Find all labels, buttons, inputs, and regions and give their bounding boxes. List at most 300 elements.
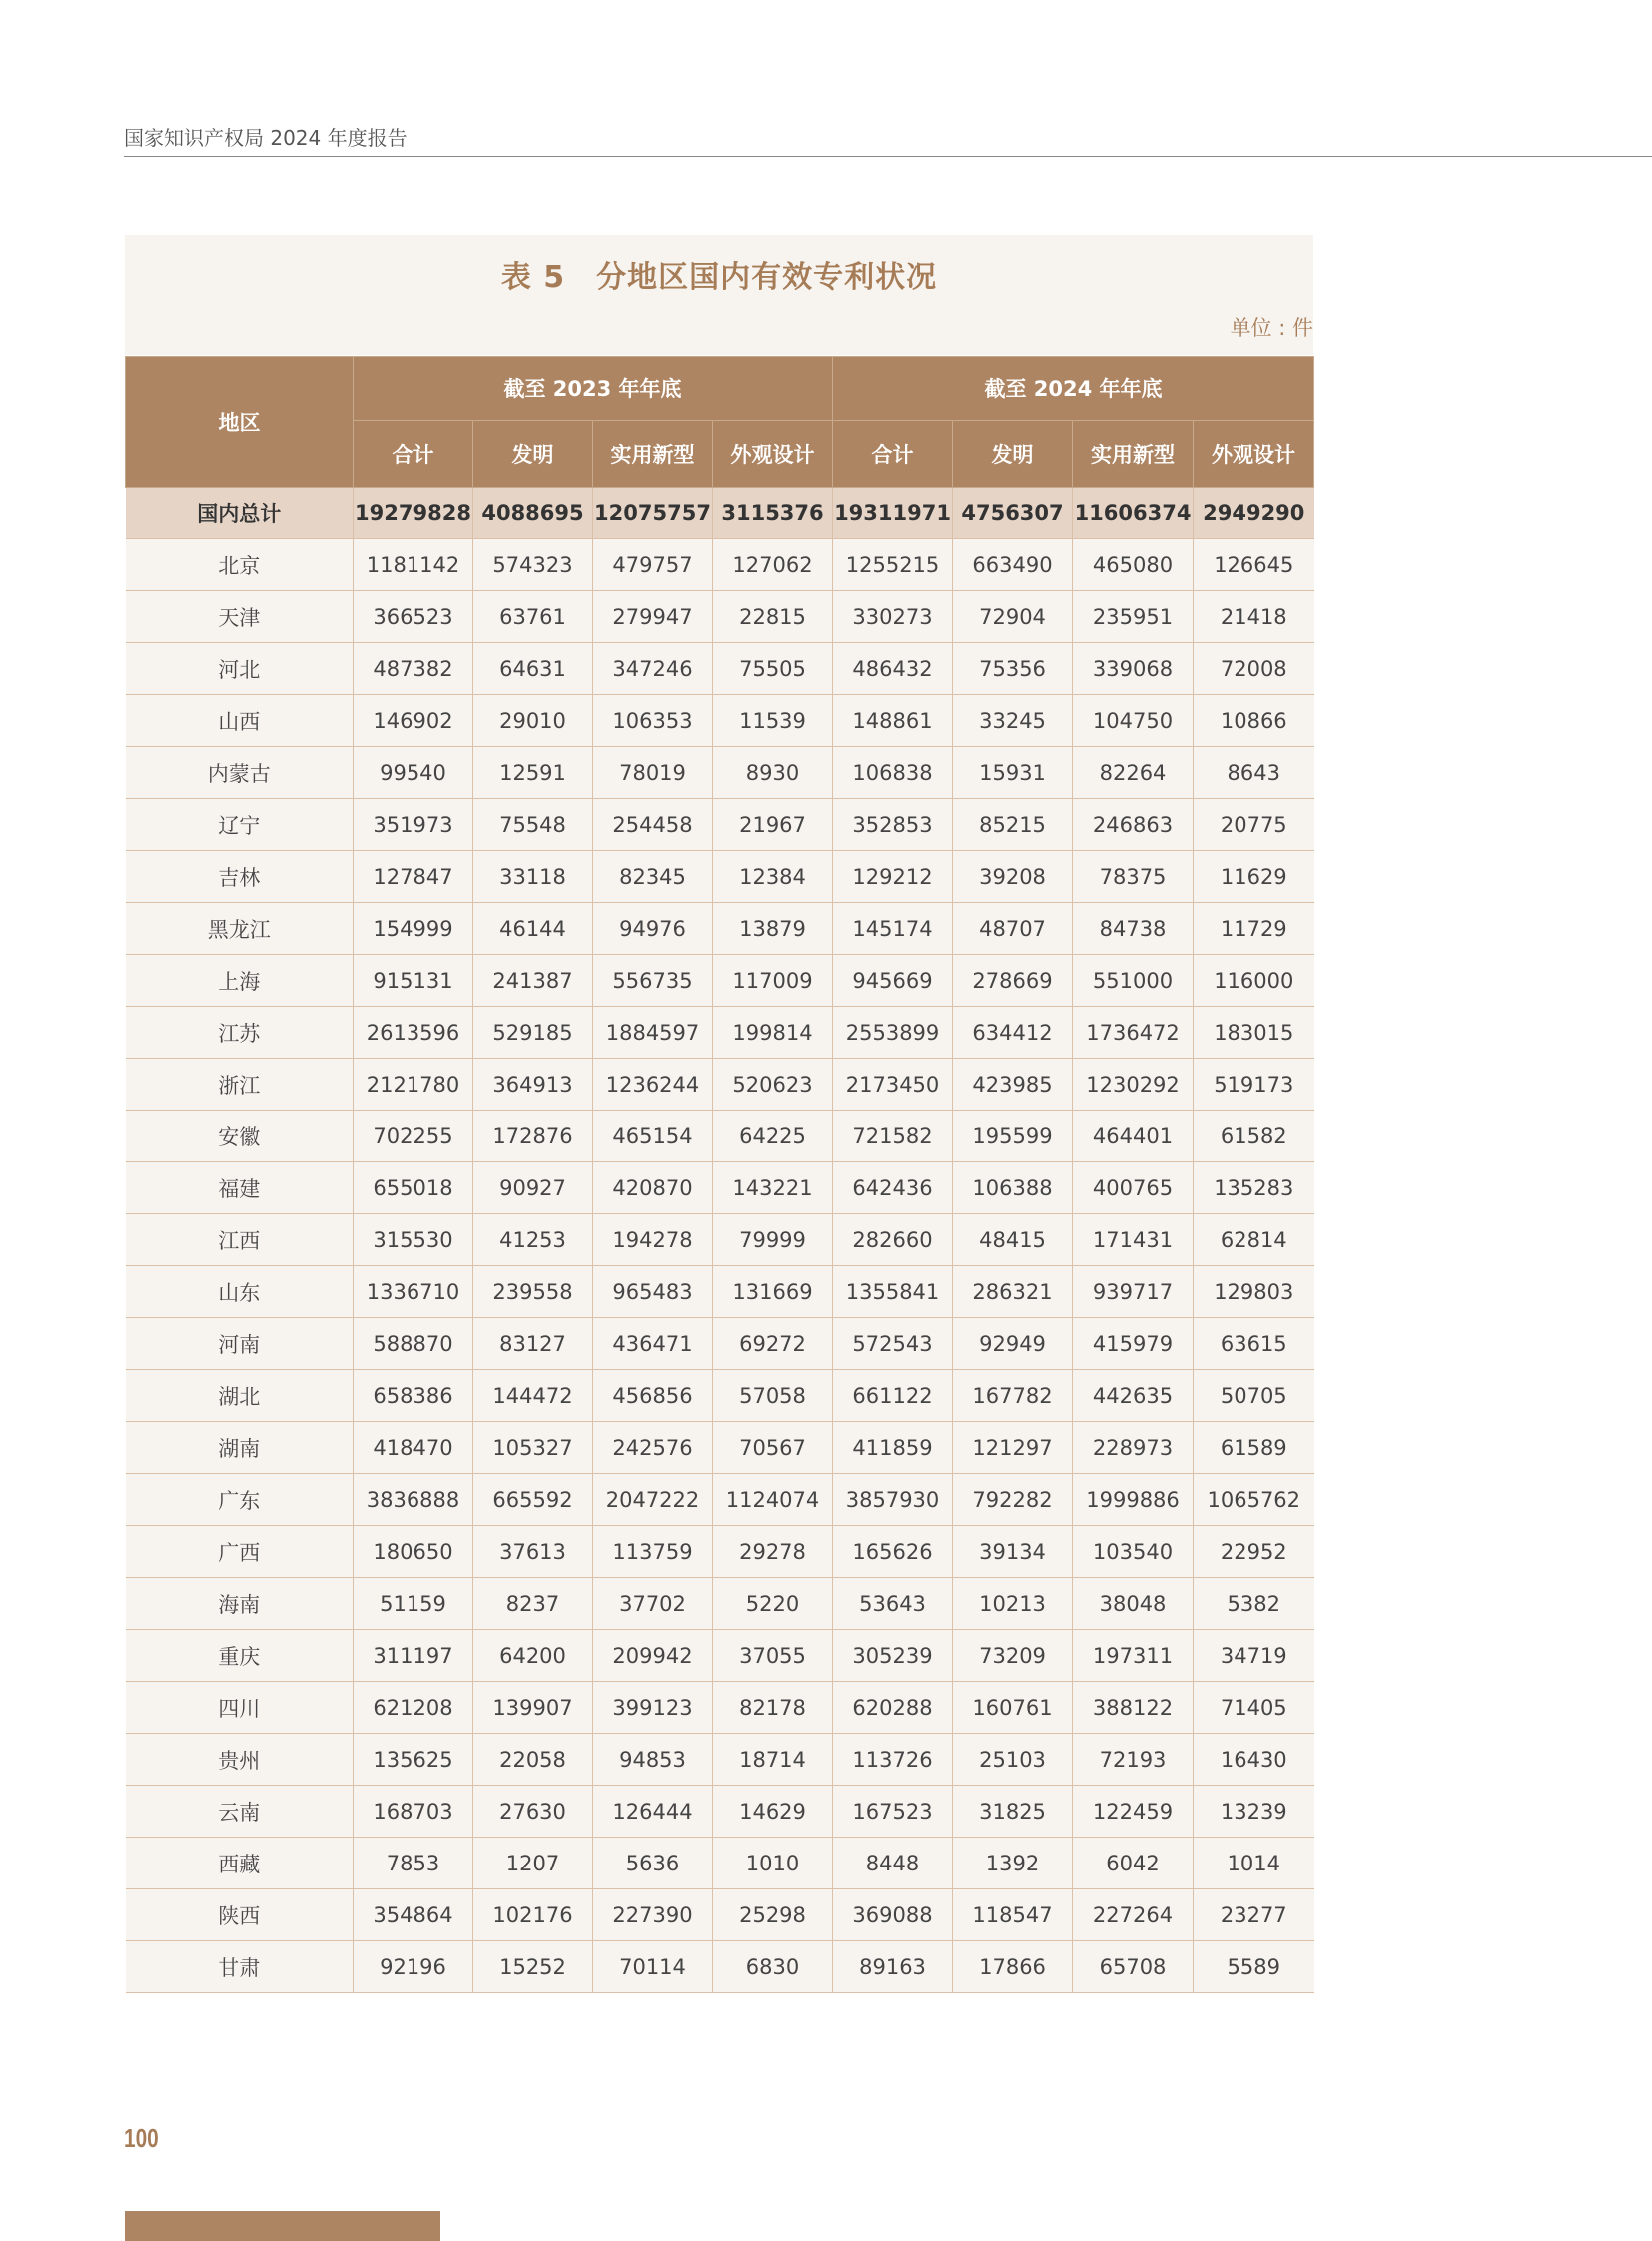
table-cell: 400765: [1073, 1162, 1194, 1214]
table-cell: 29010: [473, 695, 593, 747]
table-cell: 71405: [1194, 1682, 1314, 1734]
region-name-cell: 河南: [126, 1318, 354, 1370]
table-cell: 63615: [1194, 1318, 1314, 1370]
table-cell: 70567: [713, 1422, 833, 1474]
table-cell: 168703: [354, 1786, 473, 1838]
table-cell: 38048: [1073, 1578, 1194, 1630]
table-cell: 8643: [1194, 747, 1314, 799]
table-cell: 6042: [1073, 1838, 1194, 1889]
table-cell: 27630: [473, 1786, 593, 1838]
table-cell: 37055: [713, 1630, 833, 1682]
table-cell: 33118: [473, 851, 593, 903]
table-cell: 167782: [953, 1370, 1073, 1422]
table-cell: 94853: [593, 1734, 713, 1786]
table-cell: 154999: [354, 903, 473, 955]
table-cell: 18714: [713, 1734, 833, 1786]
table-cell: 1207: [473, 1838, 593, 1889]
table-row: [126, 1266, 1314, 1318]
table-cell: 72193: [1073, 1734, 1194, 1786]
table-cell: 135625: [354, 1734, 473, 1786]
table-cell: 366523: [354, 591, 473, 643]
table-cell: 146902: [354, 695, 473, 747]
table-cell: 655018: [354, 1162, 473, 1214]
table-cell: 106388: [953, 1162, 1073, 1214]
table-cell: 19311971: [833, 488, 953, 539]
running-header: 国家知识产权局 2024 年度报告: [124, 126, 408, 150]
region-name-cell: 湖北: [126, 1370, 354, 1422]
table-cell: 8930: [713, 747, 833, 799]
table-cell: 171431: [1073, 1214, 1194, 1266]
table-cell: 106838: [833, 747, 953, 799]
patent-table: [125, 356, 1314, 1993]
table-cell: 65708: [1073, 1941, 1194, 1993]
table-cell: 25298: [713, 1889, 833, 1941]
table-cell: 126444: [593, 1786, 713, 1838]
table-cell: 1255215: [833, 539, 953, 591]
table-cell: 246863: [1073, 799, 1194, 851]
sub-header-design-2024: 外观设计: [1194, 421, 1314, 488]
table-row: [126, 1889, 1314, 1941]
sub-header-invention-2023: 发明: [473, 421, 593, 488]
table-cell: 172876: [473, 1111, 593, 1162]
table-cell: 106353: [593, 695, 713, 747]
table-cell: 31825: [953, 1786, 1073, 1838]
table-cell: 572543: [833, 1318, 953, 1370]
table-cell: 465154: [593, 1111, 713, 1162]
table-cell: 235951: [1073, 591, 1194, 643]
table-row: [126, 539, 1314, 591]
table-cell: 5220: [713, 1578, 833, 1630]
region-name-cell: 山东: [126, 1266, 354, 1318]
table-cell: 64631: [473, 643, 593, 695]
table-cell: 197311: [1073, 1630, 1194, 1682]
table-cell: 792282: [953, 1474, 1073, 1526]
table-cell: 64200: [473, 1630, 593, 1682]
table-cell: 25103: [953, 1734, 1073, 1786]
table-cell: 278669: [953, 955, 1073, 1007]
table-cell: 21967: [713, 799, 833, 851]
table-cell: 658386: [354, 1370, 473, 1422]
table-cell: 167523: [833, 1786, 953, 1838]
sub-header-design-2023: 外观设计: [713, 421, 833, 488]
table-cell: 1884597: [593, 1007, 713, 1059]
table-cell: 1181142: [354, 539, 473, 591]
table-cell: 92196: [354, 1941, 473, 1993]
table-cell: 57058: [713, 1370, 833, 1422]
table-cell: 127847: [354, 851, 473, 903]
footer-bar: [125, 2211, 440, 2241]
table-cell: 20775: [1194, 799, 1314, 851]
table-row: [126, 1734, 1314, 1786]
table-cell: 529185: [473, 1007, 593, 1059]
table-cell: 486432: [833, 643, 953, 695]
table-cell: 228973: [1073, 1422, 1194, 1474]
table-cell: 129212: [833, 851, 953, 903]
table-cell: 418470: [354, 1422, 473, 1474]
table-cell: 5589: [1194, 1941, 1314, 1993]
region-name-cell: 内蒙古: [126, 747, 354, 799]
table-cell: 126645: [1194, 539, 1314, 591]
header-rule: [124, 156, 1652, 157]
table-row: [126, 955, 1314, 1007]
table-cell: 227264: [1073, 1889, 1194, 1941]
table-cell: 364913: [473, 1059, 593, 1111]
region-name-cell: 吉林: [126, 851, 354, 903]
table-cell: 82264: [1073, 747, 1194, 799]
table-cell: 282660: [833, 1214, 953, 1266]
table-cell: 8237: [473, 1578, 593, 1630]
total-row-label: 国内总计: [126, 488, 354, 539]
table-cell: 621208: [354, 1682, 473, 1734]
total-row: [126, 488, 1314, 539]
table-cell: 41253: [473, 1214, 593, 1266]
table-cell: 118547: [953, 1889, 1073, 1941]
region-name-cell: 辽宁: [126, 799, 354, 851]
table-row: [126, 799, 1314, 851]
table-cell: 39208: [953, 851, 1073, 903]
table-body: [126, 488, 1314, 1993]
table-cell: 46144: [473, 903, 593, 955]
table-cell: 479757: [593, 539, 713, 591]
table-cell: 69272: [713, 1318, 833, 1370]
table-cell: 315530: [354, 1214, 473, 1266]
table-cell: 11606374: [1073, 488, 1194, 539]
table-cell: 117009: [713, 955, 833, 1007]
table-cell: 239558: [473, 1266, 593, 1318]
table-cell: 663490: [953, 539, 1073, 591]
table-cell: 145174: [833, 903, 953, 955]
table-cell: 352853: [833, 799, 953, 851]
period-header-2024: 截至 2024 年年底: [833, 357, 1314, 421]
table-cell: 29278: [713, 1526, 833, 1578]
table-cell: 1392: [953, 1838, 1073, 1889]
table-cell: 122459: [1073, 1786, 1194, 1838]
table-cell: 194278: [593, 1214, 713, 1266]
region-name-cell: 重庆: [126, 1630, 354, 1682]
table-title: 表 5 分地区国内有效专利状况: [500, 260, 938, 295]
region-name-cell: 河北: [126, 643, 354, 695]
table-cell: 330273: [833, 591, 953, 643]
table-cell: 661122: [833, 1370, 953, 1422]
table-cell: 227390: [593, 1889, 713, 1941]
table-cell: 420870: [593, 1162, 713, 1214]
table-cell: 965483: [593, 1266, 713, 1318]
table-cell: 241387: [473, 955, 593, 1007]
region-name-cell: 江西: [126, 1214, 354, 1266]
table-cell: 13239: [1194, 1786, 1314, 1838]
table-cell: 423985: [953, 1059, 1073, 1111]
table-cell: 2121780: [354, 1059, 473, 1111]
table-cell: 465080: [1073, 539, 1194, 591]
region-name-cell: 安徽: [126, 1111, 354, 1162]
table-cell: 116000: [1194, 955, 1314, 1007]
table-cell: 1336710: [354, 1266, 473, 1318]
table-cell: 83127: [473, 1318, 593, 1370]
table-row: [126, 1630, 1314, 1682]
region-name-cell: 贵州: [126, 1734, 354, 1786]
table-cell: 11539: [713, 695, 833, 747]
table-cell: 23277: [1194, 1889, 1314, 1941]
sub-header-utility-model-2024: 实用新型: [1073, 421, 1194, 488]
region-name-cell: 广东: [126, 1474, 354, 1526]
table-cell: 3115376: [713, 488, 833, 539]
region-name-cell: 西藏: [126, 1838, 354, 1889]
table-cell: 6830: [713, 1941, 833, 1993]
table-cell: 135283: [1194, 1162, 1314, 1214]
table-row: [126, 1370, 1314, 1422]
table-cell: 48707: [953, 903, 1073, 955]
table-cell: 2949290: [1194, 488, 1314, 539]
table-cell: 354864: [354, 1889, 473, 1941]
table-row: [126, 1007, 1314, 1059]
table-cell: 144472: [473, 1370, 593, 1422]
table-cell: 634412: [953, 1007, 1073, 1059]
table-cell: 8448: [833, 1838, 953, 1889]
table-cell: 53643: [833, 1578, 953, 1630]
table-cell: 34719: [1194, 1630, 1314, 1682]
table-cell: 121297: [953, 1422, 1073, 1474]
table-cell: 702255: [354, 1111, 473, 1162]
region-name-cell: 甘肃: [126, 1941, 354, 1993]
table-cell: 286321: [953, 1266, 1073, 1318]
table-cell: 139907: [473, 1682, 593, 1734]
region-name-cell: 上海: [126, 955, 354, 1007]
table-cell: 721582: [833, 1111, 953, 1162]
table-cell: 12384: [713, 851, 833, 903]
table-cell: 1236244: [593, 1059, 713, 1111]
table-cell: 22815: [713, 591, 833, 643]
table-cell: 143221: [713, 1162, 833, 1214]
table-cell: 37613: [473, 1526, 593, 1578]
table-cell: 388122: [1073, 1682, 1194, 1734]
table-cell: 209942: [593, 1630, 713, 1682]
table-cell: 3857930: [833, 1474, 953, 1526]
sub-header-total-2023: 合计: [354, 421, 473, 488]
table-row: [126, 1162, 1314, 1214]
table-cell: 620288: [833, 1682, 953, 1734]
region-name-cell: 天津: [126, 591, 354, 643]
table-cell: 642436: [833, 1162, 953, 1214]
table-cell: 442635: [1073, 1370, 1194, 1422]
table-cell: 75356: [953, 643, 1073, 695]
sub-header-utility-model-2023: 实用新型: [593, 421, 713, 488]
region-name-cell: 黑龙江: [126, 903, 354, 955]
region-name-cell: 云南: [126, 1786, 354, 1838]
region-name-cell: 广西: [126, 1526, 354, 1578]
table-cell: 939717: [1073, 1266, 1194, 1318]
table-cell: 160761: [953, 1682, 1073, 1734]
table-cell: 199814: [713, 1007, 833, 1059]
table-cell: 85215: [953, 799, 1073, 851]
table-cell: 1999886: [1073, 1474, 1194, 1526]
table-cell: 39134: [953, 1526, 1073, 1578]
region-name-cell: 江苏: [126, 1007, 354, 1059]
table-cell: 183015: [1194, 1007, 1314, 1059]
table-cell: 33245: [953, 695, 1073, 747]
table-cell: 242576: [593, 1422, 713, 1474]
table-cell: 102176: [473, 1889, 593, 1941]
table-row: [126, 1318, 1314, 1370]
table-cell: 399123: [593, 1682, 713, 1734]
table-cell: 37702: [593, 1578, 713, 1630]
table-cell: 105327: [473, 1422, 593, 1474]
table-cell: 1230292: [1073, 1059, 1194, 1111]
table-cell: 180650: [354, 1526, 473, 1578]
table-cell: 1736472: [1073, 1007, 1194, 1059]
table-cell: 72904: [953, 591, 1073, 643]
table-cell: 165626: [833, 1526, 953, 1578]
table-cell: 62814: [1194, 1214, 1314, 1266]
table-row: [126, 851, 1314, 903]
table-cell: 61589: [1194, 1422, 1314, 1474]
table-cell: 5636: [593, 1838, 713, 1889]
table-cell: 5382: [1194, 1578, 1314, 1630]
sub-header-invention-2024: 发明: [953, 421, 1073, 488]
table-cell: 1355841: [833, 1266, 953, 1318]
table-cell: 2047222: [593, 1474, 713, 1526]
table-cell: 305239: [833, 1630, 953, 1682]
table-row: [126, 1474, 1314, 1526]
region-name-cell: 浙江: [126, 1059, 354, 1111]
table-cell: 15931: [953, 747, 1073, 799]
table-cell: 50705: [1194, 1370, 1314, 1422]
table-cell: 75548: [473, 799, 593, 851]
table-cell: 7853: [354, 1838, 473, 1889]
table-cell: 519173: [1194, 1059, 1314, 1111]
table-cell: 79999: [713, 1214, 833, 1266]
table-cell: 64225: [713, 1111, 833, 1162]
table-cell: 4756307: [953, 488, 1073, 539]
table-cell: 12591: [473, 747, 593, 799]
table-cell: 70114: [593, 1941, 713, 1993]
table-cell: 520623: [713, 1059, 833, 1111]
table-cell: 78019: [593, 747, 713, 799]
table-row: [126, 1214, 1314, 1266]
table-cell: 63761: [473, 591, 593, 643]
table-cell: 556735: [593, 955, 713, 1007]
table-cell: 464401: [1073, 1111, 1194, 1162]
table-cell: 2613596: [354, 1007, 473, 1059]
table-cell: 15252: [473, 1941, 593, 1993]
table-row: [126, 695, 1314, 747]
table-cell: 1065762: [1194, 1474, 1314, 1526]
table-cell: 11629: [1194, 851, 1314, 903]
table-cell: 411859: [833, 1422, 953, 1474]
region-name-cell: 陕西: [126, 1889, 354, 1941]
table-cell: 21418: [1194, 591, 1314, 643]
table-cell: 72008: [1194, 643, 1314, 695]
region-name-cell: 四川: [126, 1682, 354, 1734]
sub-header-total-2024: 合计: [833, 421, 953, 488]
table-cell: 254458: [593, 799, 713, 851]
table-cell: 279947: [593, 591, 713, 643]
table-cell: 436471: [593, 1318, 713, 1370]
table-cell: 127062: [713, 539, 833, 591]
table-cell: 48415: [953, 1214, 1073, 1266]
table-cell: 415979: [1073, 1318, 1194, 1370]
table-cell: 51159: [354, 1578, 473, 1630]
table-cell: 22058: [473, 1734, 593, 1786]
table-cell: 75505: [713, 643, 833, 695]
table-cell: 90927: [473, 1162, 593, 1214]
table-row: [126, 1422, 1314, 1474]
table-cell: 129803: [1194, 1266, 1314, 1318]
table-row: [126, 1059, 1314, 1111]
region-name-cell: 湖南: [126, 1422, 354, 1474]
table-cell: 14629: [713, 1786, 833, 1838]
period-header-2023: 截至 2023 年年底: [354, 357, 833, 421]
table-cell: 1010: [713, 1838, 833, 1889]
table-row: [126, 1941, 1314, 1993]
table-cell: 94976: [593, 903, 713, 955]
table-cell: 4088695: [473, 488, 593, 539]
region-name-cell: 海南: [126, 1578, 354, 1630]
table-cell: 73209: [953, 1630, 1073, 1682]
table-cell: 456856: [593, 1370, 713, 1422]
table-row: [126, 1786, 1314, 1838]
table-row: [126, 747, 1314, 799]
table-cell: 347246: [593, 643, 713, 695]
table-cell: 487382: [354, 643, 473, 695]
region-column-header: 地区: [126, 357, 354, 488]
table-cell: 10213: [953, 1578, 1073, 1630]
table-cell: 10866: [1194, 695, 1314, 747]
table-cell: 89163: [833, 1941, 953, 1993]
table-cell: 113726: [833, 1734, 953, 1786]
table-row: [126, 1682, 1314, 1734]
table-cell: 78375: [1073, 851, 1194, 903]
table-cell: 84738: [1073, 903, 1194, 955]
table-cell: 103540: [1073, 1526, 1194, 1578]
table-cell: 311197: [354, 1630, 473, 1682]
table-cell: 1014: [1194, 1838, 1314, 1889]
table-cell: 11729: [1194, 903, 1314, 955]
table-cell: 113759: [593, 1526, 713, 1578]
table-cell: 82345: [593, 851, 713, 903]
table-cell: 17866: [953, 1941, 1073, 1993]
table-cell: 16430: [1194, 1734, 1314, 1786]
table-row: [126, 903, 1314, 955]
unit-label: 单位 : 件: [1230, 316, 1313, 340]
table-cell: 82178: [713, 1682, 833, 1734]
table-cell: 22952: [1194, 1526, 1314, 1578]
table-cell: 588870: [354, 1318, 473, 1370]
table-cell: 19279828: [354, 488, 473, 539]
table-cell: 13879: [713, 903, 833, 955]
table-cell: 3836888: [354, 1474, 473, 1526]
table-cell: 2553899: [833, 1007, 953, 1059]
table-cell: 131669: [713, 1266, 833, 1318]
table-cell: 945669: [833, 955, 953, 1007]
table-cell: 665592: [473, 1474, 593, 1526]
table-row: [126, 1111, 1314, 1162]
table-cell: 99540: [354, 747, 473, 799]
page-number: 100: [124, 2123, 159, 2153]
table-header: [126, 357, 1314, 488]
table-row: [126, 643, 1314, 695]
table-cell: 148861: [833, 695, 953, 747]
table-cell: 551000: [1073, 955, 1194, 1007]
region-name-cell: 山西: [126, 695, 354, 747]
table-row: [126, 591, 1314, 643]
table-cell: 574323: [473, 539, 593, 591]
table-row: [126, 1578, 1314, 1630]
region-name-cell: 北京: [126, 539, 354, 591]
table-cell: 92949: [953, 1318, 1073, 1370]
table-cell: 351973: [354, 799, 473, 851]
table-cell: 104750: [1073, 695, 1194, 747]
table-cell: 369088: [833, 1889, 953, 1941]
